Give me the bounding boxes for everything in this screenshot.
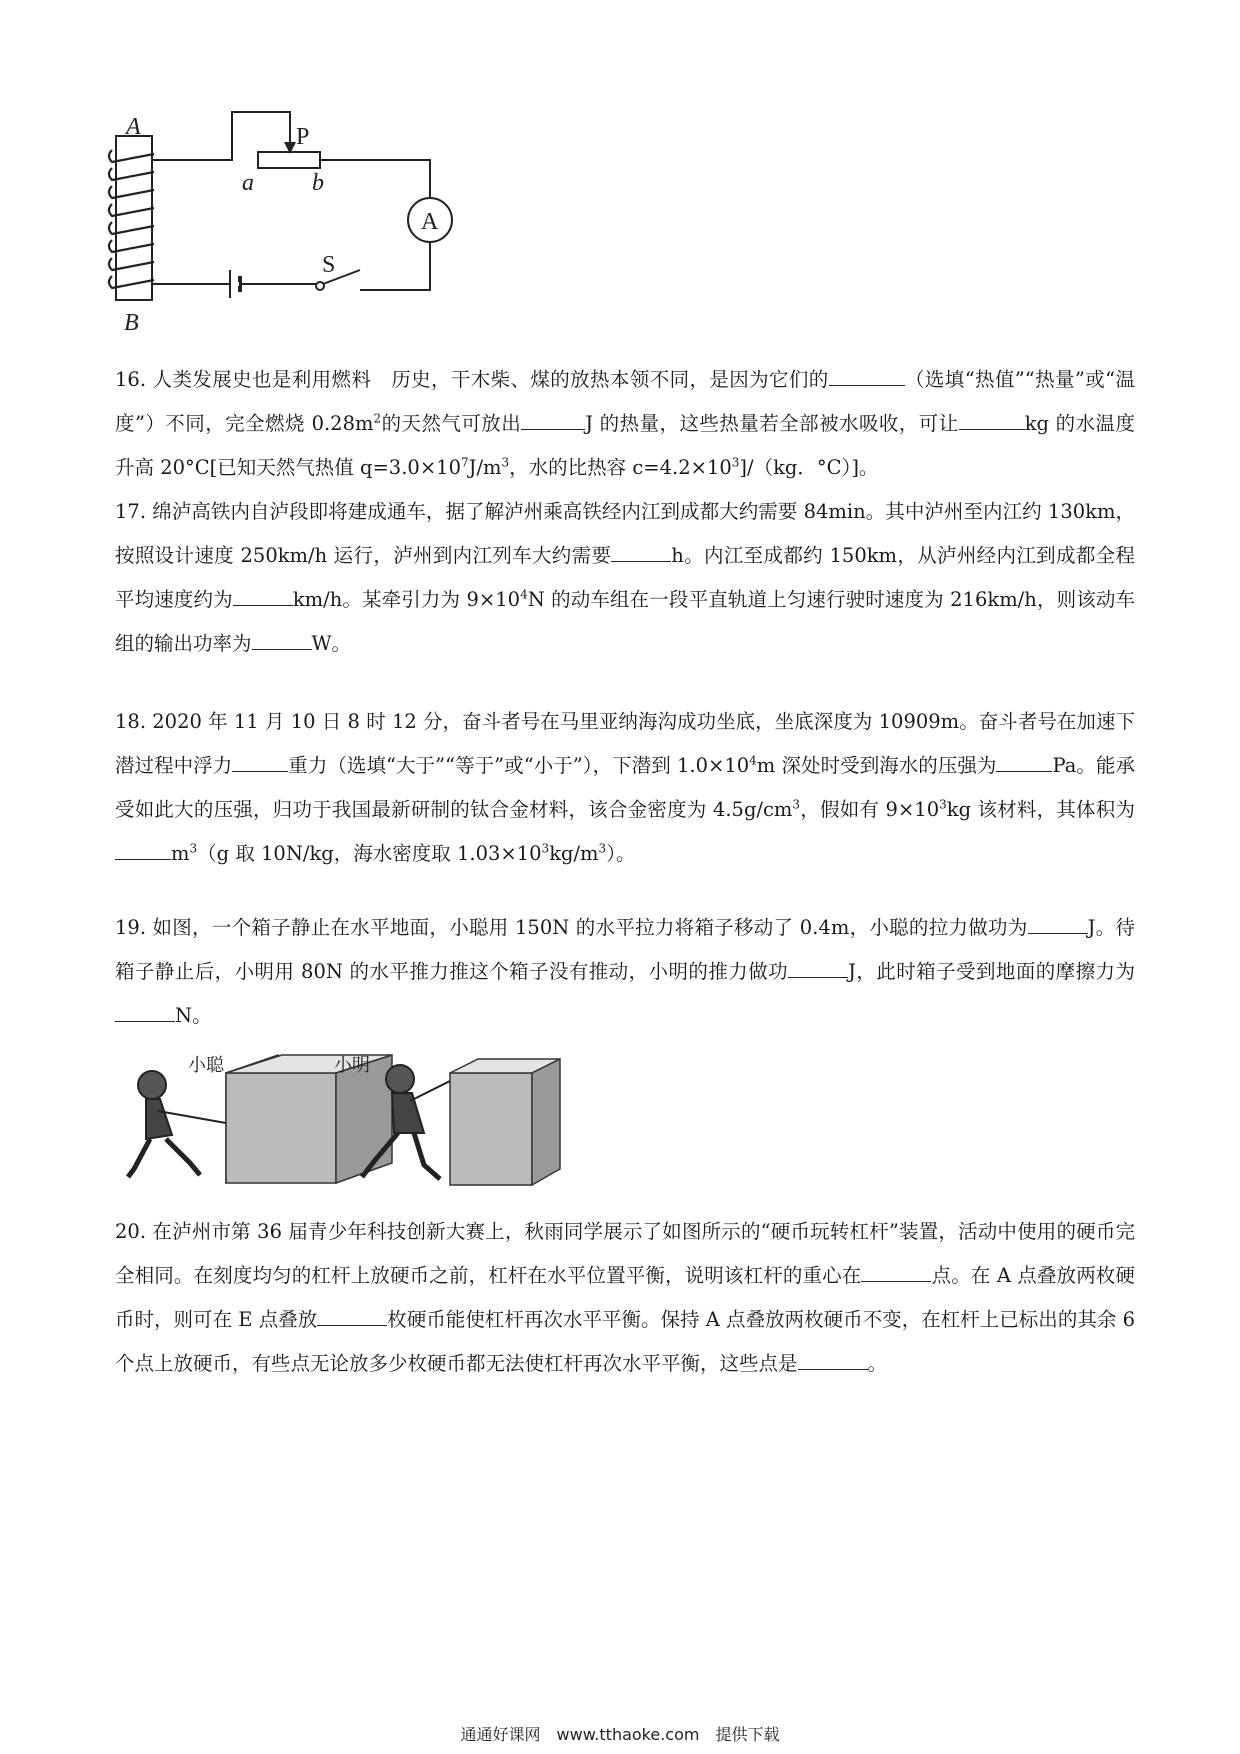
q17-text-5: W。 xyxy=(311,632,352,655)
rheostat xyxy=(258,152,320,168)
superscript: 4 xyxy=(749,753,757,768)
superscript: 3 xyxy=(731,455,740,470)
q19-text-2: J。待箱子静止后，小明用 80N 的水平推力推这个箱子没有推动，小明的推力做功 xyxy=(115,916,1135,983)
circuit-wires xyxy=(152,112,430,290)
superscript: 3 xyxy=(541,841,550,856)
figure-label-xiaoming: 小明 xyxy=(334,1055,370,1076)
label-rheostat-a: a xyxy=(242,170,254,196)
q18-text-8: （g 取 10N/kg，海水密度取 1.03×10 xyxy=(197,842,542,865)
question-20 xyxy=(115,1210,1135,1386)
q18-text-7: m xyxy=(171,842,190,865)
answer-blank[interactable] xyxy=(829,363,905,386)
page-footer: 通通好课网 www.tthaoke.com 提供下载 xyxy=(460,1725,780,1744)
q16-text-7: ，水的比热容 c=4.2×10 xyxy=(509,456,732,479)
q16-text-8: ]/（kg．°C）]。 xyxy=(739,456,879,479)
superscript: 3 xyxy=(189,841,198,856)
box-figure xyxy=(0,1045,1240,1195)
q16-text-6: J/m xyxy=(468,456,502,479)
q18-text-2: 重力（选填“大于”“等于”或“小于”），下潜到 1.0×10 xyxy=(288,754,750,777)
q20-text-1: 在泸州市第 36 届青少年科技创新大赛上，秋雨同学展示了如图所示的“硬币玩转杠杆”装置，活动中使用的硬币完全相同。在刻度均匀的杠杆上放硬币之前，杠杆在水平位置平衡，说明该杠杆的重心在 xyxy=(115,1220,1136,1287)
q18-text-10: ）。 xyxy=(606,842,636,865)
answer-blank[interactable] xyxy=(252,627,312,650)
answer-blank[interactable] xyxy=(996,749,1052,772)
q18-text-9: kg/m xyxy=(549,842,599,865)
label-ammeter: A xyxy=(421,209,439,235)
answer-blank[interactable] xyxy=(317,1303,387,1326)
superscript: 2 xyxy=(373,411,382,426)
q16-text-4: J 的热量，这些热量若全部被水吸收，可让 xyxy=(585,412,959,435)
answer-blank[interactable] xyxy=(861,1259,931,1282)
label-switch: S xyxy=(322,252,336,278)
q18-text-5: ，假如有 9×10 xyxy=(800,798,940,821)
answer-blank[interactable] xyxy=(788,955,848,978)
q17-text-2: h。内江至成都约 150km，从泸州经内江到成都全程 平均速度约为 xyxy=(115,544,1155,611)
superscript: 3 xyxy=(792,797,801,812)
answer-blank[interactable] xyxy=(1028,911,1088,934)
circuit-diagram xyxy=(0,0,1240,340)
q16-text-2: （选填“热值”“热量”或“温度”）不同，完全燃烧 0.28m xyxy=(115,368,1135,435)
q20-text-4: 。 xyxy=(867,1352,888,1375)
q18-text-1: 2020 年 11 月 10 日 8 时 12 分，奋斗者号在马里亚纳海沟成功坐底，坐底深度为 10909m。奋斗者号在加速下潜过程中浮力 xyxy=(115,710,1136,777)
label-coil-top: A xyxy=(126,114,141,140)
question-number: 16. xyxy=(115,368,147,391)
answer-blank[interactable] xyxy=(115,837,171,860)
answer-blank[interactable] xyxy=(233,583,293,606)
superscript: 4 xyxy=(520,587,528,602)
q18-text-6: kg 该材料，其体积为 xyxy=(946,798,1135,821)
superscript: 3 xyxy=(939,797,947,812)
q16-text-3: 的天然气可放出 xyxy=(381,412,522,435)
question-number: 20. xyxy=(115,1220,147,1243)
superscript: 3 xyxy=(598,841,607,856)
question-number: 18. xyxy=(115,710,147,733)
q20-text-3: 枚硬币能使杠杆再次水平平衡。保持 A 点叠放两枚硬币不变，在杠杆上已标出的其余 6 个点上放硬币，有些点无论放多少枚硬币都无法使杠杆再次水平平衡，这些点是 xyxy=(115,1308,1135,1375)
q18-text-4: Pa。能承受如此大的压强，归功于我国最新研制的钛合金材料，该合金密度为 4.5g/cm xyxy=(115,754,1135,821)
question-16 xyxy=(115,358,1135,490)
answer-blank[interactable] xyxy=(115,999,175,1022)
question-19 xyxy=(115,906,1135,1038)
q17-text-4: N 的动车组在一段平直轨道上匀速行驶时速度为 216km/h，则该动车组的输出功率为 xyxy=(115,588,1135,655)
q19-text-1: 如图，一个箱子静止在水平地面，小聪用 150N 的水平拉力将箱子移动了 0.4m，小聪的拉力做功为 xyxy=(152,916,1028,939)
question-number: 17. xyxy=(115,500,147,523)
answer-blank[interactable] xyxy=(798,1347,868,1370)
q20-text-2: 点。在 A 点叠放两枚硬币时，则可在 E 点叠放 xyxy=(115,1264,1135,1331)
figure-person-pulling xyxy=(128,1071,226,1177)
label-rheostat-b: b xyxy=(312,170,324,196)
q16-text-1: 人类发展史也是利用燃料 历史，干木柴、煤的放热本领不同，是因为它们的 xyxy=(152,368,829,391)
superscript: 3 xyxy=(501,455,510,470)
answer-blank[interactable] xyxy=(959,407,1025,430)
answer-blank[interactable] xyxy=(521,407,585,430)
q19-text-4: N。 xyxy=(175,1004,212,1027)
superscript: 7 xyxy=(460,455,469,470)
answer-blank[interactable] xyxy=(611,539,671,562)
question-number: 19. xyxy=(115,916,147,939)
q17-text-1: 绵泸高铁内自泸段即将建成通车，据了解泸州乘高铁经内江到成都大约需要 84min。其中泸州至内江约 130km，按照设计速度 250km/h 运行，泸州到内江列车大约需要 xyxy=(115,500,1135,567)
q16-text-5: kg 的水温度升高 20°C[已知天然气热值 q=3.0×10 xyxy=(115,412,1135,479)
label-coil-bottom: B xyxy=(124,310,139,336)
question-17 xyxy=(115,490,1155,666)
q19-text-3: J，此时箱子受到地面的摩擦力为 xyxy=(848,960,1135,983)
q17-text-3: km/h。某牵引力为 9×10 xyxy=(292,588,521,611)
box-2 xyxy=(450,1059,560,1185)
question-18 xyxy=(115,700,1135,876)
q18-text-3: m 深处时受到海水的压强为 xyxy=(756,754,997,777)
label-slider: P xyxy=(296,124,310,150)
figure-label-xiaocong: 小聪 xyxy=(188,1055,224,1076)
answer-blank[interactable] xyxy=(232,749,288,772)
